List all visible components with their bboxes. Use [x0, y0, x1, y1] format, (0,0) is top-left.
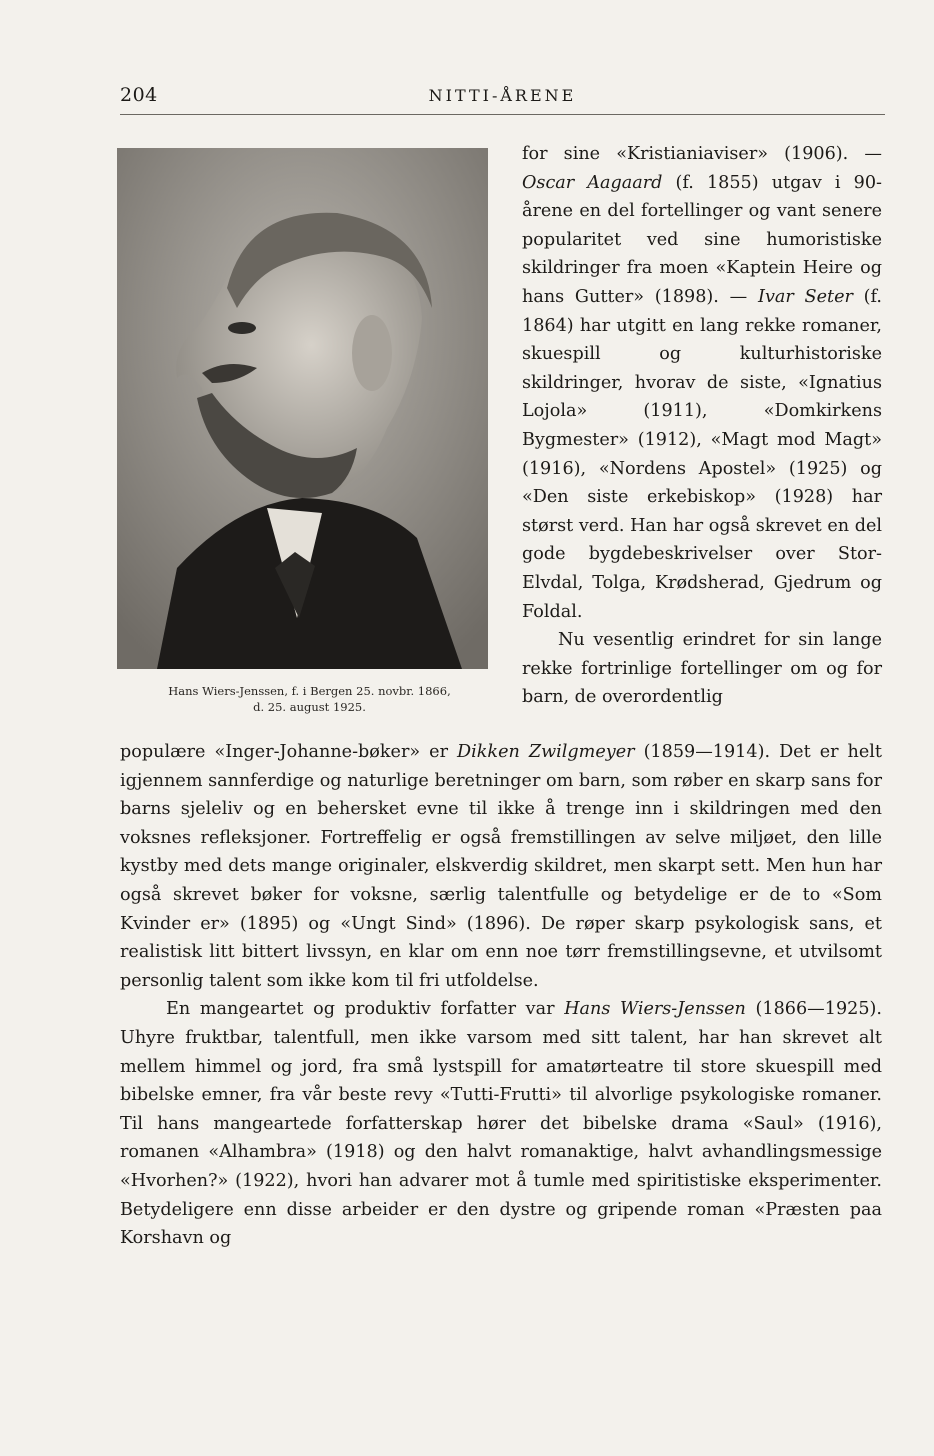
- paragraph: [120, 995, 882, 1252]
- portrait-caption: [117, 683, 502, 715]
- running-title: NITTI-ÅRENE: [428, 86, 577, 105]
- portrait-image: [117, 148, 488, 669]
- text-run: for sine «Kristianiaviser» (1906). —: [522, 144, 882, 164]
- paragraph: [522, 140, 882, 626]
- author-name: Oscar Aagaard: [522, 172, 663, 193]
- page-header: [120, 80, 885, 115]
- text-run: (1866—1925). Uhyre fruktbar, talentfull, men ikke varsom med sitt talent, har han skrevet alt mellem himmel og jord, fra små lystspill for amatørteatre til store skuespill med bibelske emner, fra vår beste revy «Tutti-Frutti» til alvorlige psykologiske romaner. Til hans mangeartede forfatterskap hører det bibelske drama «Saul» (1916), romanen «Alhambra» (1918) og den halvt romanaktige, halvt avhandlingsmessige «Hvorhen?» (1922), hvori han advarer mot å tumle med spiritistiske eksperimenter. Betydeligere enn disse arbeider er den dystre og gripende roman «Præsten paa Korshavn og: [120, 999, 882, 1249]
- text-run: (1859—1914). Det er helt igjennem sannferdige og naturlige beretninger om barn, som røber en skarp sans for barns sjeleliv og en behersket evne til ikke å trenge inn i skildringen med den voksnes refleksjoner. Fortreffelig er også fremstillingen av selve miljøet, den lille kystby med dets mange originaler, elskverdig skildret, men skarpt sett. Men hun har også skrevet bøker for voksne, særlig talentfulle og betydelige er de to «Som Kvinder er» (1895) og «Ungt Sind» (1896). De røper skarp psykologisk sans, et realistisk litt bittert livssyn, en klar om enn noe tørr fremstillingsevne, et utvilsomt personlig talent som ikke kom til fri utfoldelse.: [120, 742, 882, 991]
- portrait-photo: [117, 148, 488, 669]
- page-number: 204: [120, 84, 158, 106]
- caption-line: d. 25. august 1925.: [253, 700, 366, 714]
- author-name: Ivar Seter: [758, 286, 853, 307]
- main-text: [120, 738, 882, 1253]
- paragraph: [120, 738, 882, 995]
- text-run: (f. 1855) utgav i 90-årene en del fortellinger og vant senere popularitet ved sine humoristiske skildringer fra moen «Kaptein Heire og hans Gutter» (1898). —: [522, 172, 882, 307]
- text-run: (f. 1864) har utgitt en lang rekke romaner, skuespill og kulturhistoriske skildringer, hvorav de siste, «Ignatius Lojola» (1911), «Domkirkens Bygmester» (1912), «Magt mod Magt» (1916), «Nordens Apostel» (1925) og «Den siste erkebiskop» (1928) har størst verd. Han har også skrevet en del gode bygdebeskrivelser over Stor-Elvdal, Tolga, Krødsherad, Gjedrum og Foldal.: [522, 286, 882, 622]
- text-run: populære «Inger-Johanne-bøker» er: [120, 742, 458, 762]
- paragraph: Nu vesentlig erindret for sin lange rekke fortrinlige fortellinger om og for barn, de overordentlig: [522, 630, 882, 708]
- text-run: En mangeartet og produktiv forfatter var: [166, 999, 565, 1020]
- author-name: Hans Wiers-Jenssen: [564, 999, 746, 1020]
- author-name: Dikken Zwilgmeyer: [457, 742, 635, 762]
- right-column-text: [522, 140, 882, 712]
- caption-line: Hans Wiers-Jenssen, f. i Bergen 25. novbr. 1866,: [168, 684, 451, 698]
